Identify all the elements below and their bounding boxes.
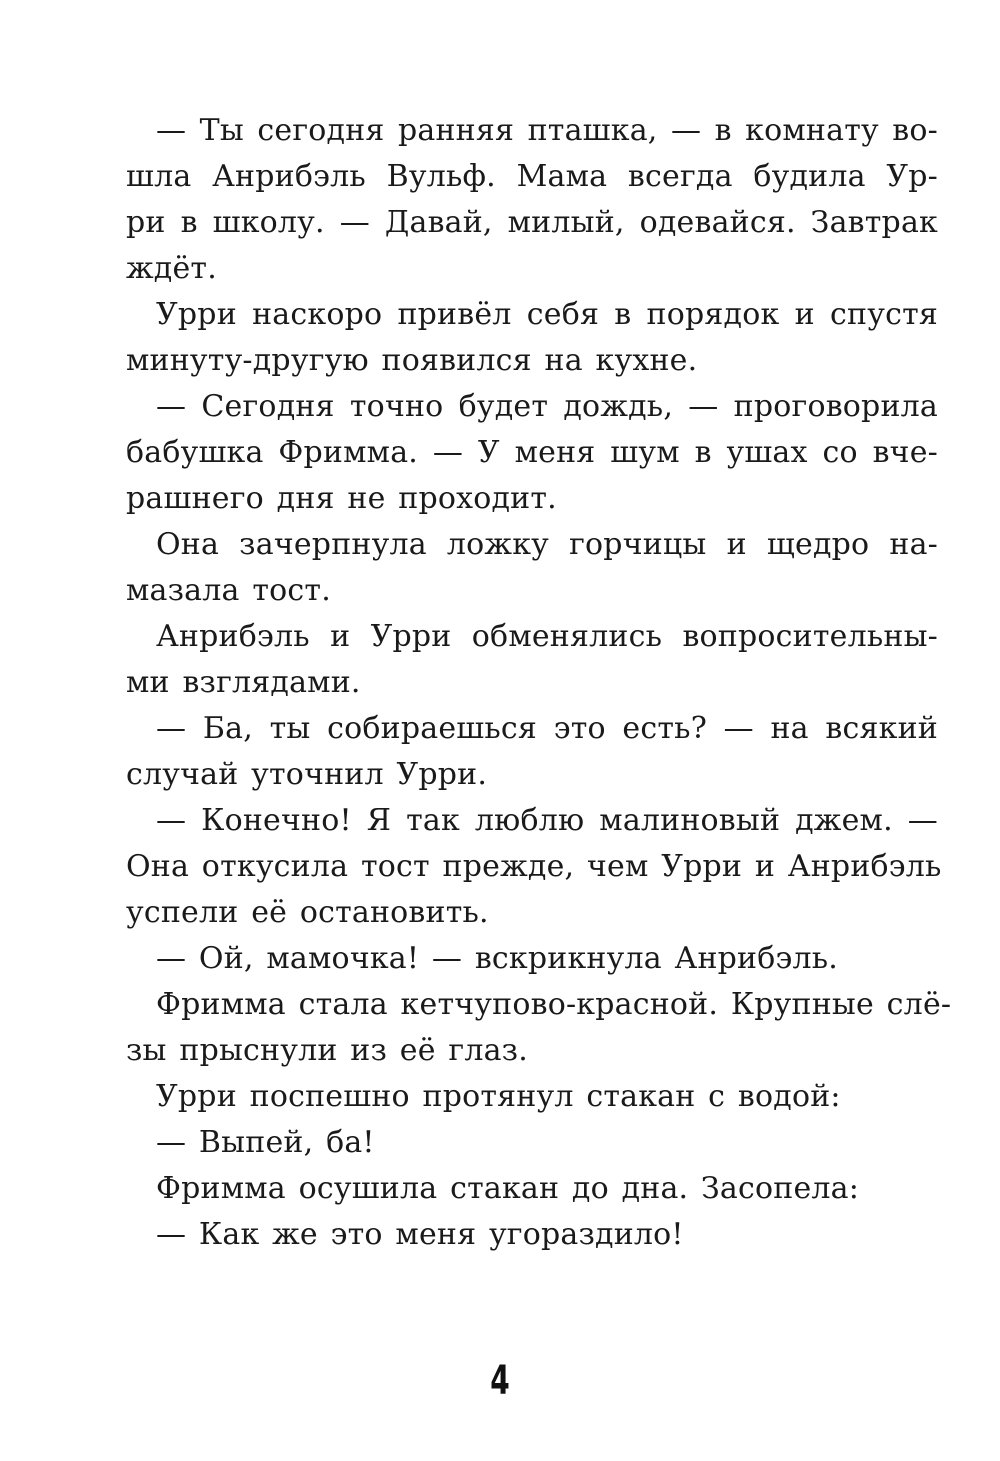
text-line: Урри поспешно протянул стакан с водой: (156, 1079, 841, 1114)
text-line: шла Анрибэль Вульф. Мама всегда будила Ур- (126, 159, 938, 194)
page-number: 4 (490, 1358, 510, 1404)
text-line: Она откусила тост прежде, чем Урри и Анрибэль (126, 849, 942, 884)
text-line: — Ой, мамочка! — вскрикнула Анрибэль. (156, 941, 839, 976)
text-line: случай уточнил Урри. (126, 757, 488, 792)
text-line: Фримма стала кетчупово-красной. Крупные слё- (156, 987, 952, 1022)
text-line: минуту-другую появился на кухне. (126, 343, 698, 378)
text-line: зы прыснули из её глаз. (126, 1033, 528, 1068)
text-line: — Сегодня точно будет дождь, — проговорила (156, 389, 938, 424)
text-line: мазала тост. (126, 573, 331, 608)
text-line: ми взглядами. (126, 665, 361, 700)
page-body-text (126, 108, 952, 1258)
text-line: — Ба, ты собираешься это есть? — на всякий (156, 711, 938, 746)
text-line: — Выпей, ба! (156, 1125, 375, 1160)
text-line: — Конечно! Я так люблю малиновый джем. — (156, 803, 938, 838)
text-line: рашнего дня не проходит. (126, 481, 557, 516)
text-line: Анрибэль и Урри обменялись вопросительны- (156, 619, 938, 654)
text-line: — Ты сегодня ранняя пташка, — в комнату во- (156, 113, 938, 148)
text-line: Урри наскоро привёл себя в порядок и спустя (156, 297, 938, 332)
text-line: ждёт. (126, 251, 217, 286)
text-line: — Как же это меня угораздило! (156, 1217, 684, 1252)
text-line: Она зачерпнула ложку горчицы и щедро на- (156, 527, 938, 562)
text-line: успели её остановить. (126, 895, 489, 930)
text-line: Фримма осушила стакан до дна. Засопела: (156, 1171, 860, 1206)
text-line: ри в школу. — Давай, милый, одевайся. Завтрак (126, 205, 938, 240)
text-line: бабушка Фримма. — У меня шум в ушах со вче- (126, 435, 938, 470)
